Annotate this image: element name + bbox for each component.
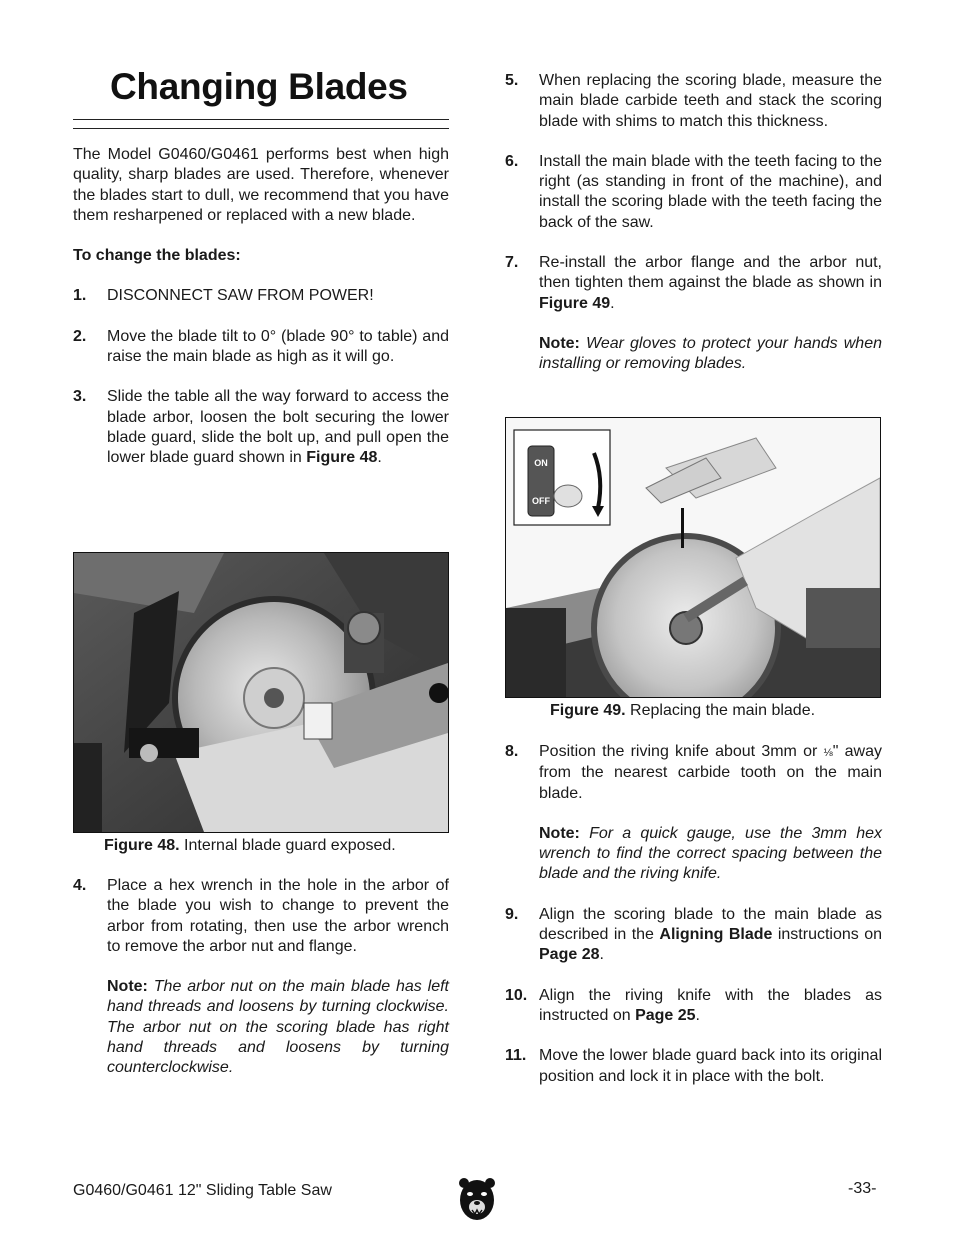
figure-49-image — [505, 417, 881, 698]
step-number: 3. — [73, 388, 87, 406]
step-body — [539, 742, 882, 885]
power-switch-inset — [514, 430, 610, 525]
step-text-continued: " away from the nearest carbide tooth on the main blade. — [539, 743, 882, 802]
right-column — [505, 71, 882, 375]
note-text: The arbor nut on the main blade has left hand threads and loosens by turning clockwise. The arbor nut on the scoring blade has right hand threads and loosens by turning counterclockwise. — [107, 978, 450, 1077]
step-text: Slide the table all the way forward to access the blade arbor, loosen the bolt securing the lower blade guard, slide the bolt up, and pull open the lower blade guard shown in — [107, 388, 449, 467]
replacing-main-blade-photo — [506, 418, 880, 697]
step-text: Align the scoring blade to the main blade as described in the — [539, 905, 882, 944]
step-number: 9. — [505, 905, 519, 923]
step-body — [107, 876, 449, 1079]
step-1 — [73, 286, 449, 306]
step-10 — [505, 986, 882, 1027]
right-column-bottom — [505, 742, 882, 1087]
step-text: Move the lower blade guard back into its original position and lock it in place with the bolt. — [539, 1047, 882, 1085]
left-column — [73, 145, 449, 469]
note-gloves — [539, 334, 882, 375]
step-9 — [505, 905, 882, 966]
figure-49-caption — [550, 701, 815, 721]
step-number: 6. — [505, 152, 519, 170]
note-quick-gauge — [539, 824, 882, 885]
table-saw-blade-guard-photo — [74, 553, 448, 832]
step-number: 7. — [505, 254, 519, 272]
step-body — [539, 253, 882, 374]
step-body — [539, 986, 882, 1027]
step-number: 10. — [505, 986, 528, 1004]
step-6 — [505, 152, 882, 233]
figure-reference: Figure 48 — [306, 449, 378, 467]
step-8 — [505, 742, 882, 885]
intro-paragraph: The Model G0460/G0461 performs best when high quality, sharp blades are used. Therefore, whenever the blades start to dull, we recommend that you have them resharpened or replaced with a new blade. — [73, 146, 449, 224]
step-number: 5. — [505, 72, 519, 89]
note-label: Note: — [539, 824, 580, 842]
caption-text: Internal blade guard exposed. — [184, 837, 396, 854]
note-text: For a quick gauge, use the 3mm hex wrench to find the correct spacing between the blade and the riving knife. — [539, 824, 882, 883]
step-text: Align the riving knife with the blades as instructed on — [539, 986, 882, 1024]
figure-label: Figure 48. — [104, 837, 180, 854]
step-number: 2. — [73, 327, 87, 345]
step-end: . — [695, 1006, 700, 1024]
step-text: Position the riving knife about 3mm or — [539, 743, 824, 760]
step-5 — [505, 71, 882, 132]
footer-model-name: G0460/G0461 12" Sliding Table Saw — [73, 1182, 332, 1199]
step-text: Place a hex wrench in the hole in the arbor of the blade you wish to change to prevent the arbor from rotating, then use the arbor wrench to remove the arbor nut and flange. — [107, 877, 449, 955]
section-reference: Aligning Blade — [659, 926, 773, 944]
step-end: . — [610, 294, 615, 312]
step-number: 11. — [505, 1047, 527, 1065]
note-text: Wear gloves to protect your hands when installing or removing blades. — [539, 334, 882, 373]
step-4 — [73, 876, 449, 1079]
step-7 — [505, 253, 882, 374]
figure-reference: Figure 49 — [539, 294, 611, 312]
title-rule-bottom — [73, 128, 449, 129]
step-3 — [73, 387, 449, 468]
note-arbor-nut — [107, 977, 449, 1078]
step-text: When replacing the scoring blade, measure the main blade carbide teeth and stack the scoring blade with shims to match this thickness. — [539, 72, 882, 130]
left-column-bottom — [73, 876, 449, 1079]
step-number: 8. — [505, 743, 519, 760]
step-2 — [73, 327, 449, 368]
fraction: ⅛ — [823, 747, 833, 759]
step-11 — [505, 1046, 882, 1087]
subheading: To change the blades: — [73, 247, 241, 265]
step-text-mid: instructions on — [772, 926, 883, 944]
step-body — [539, 905, 882, 966]
page-title: Changing Blades — [110, 66, 408, 107]
step-body — [107, 387, 449, 468]
figure-label: Figure 49. — [550, 702, 626, 719]
page-reference: Page 25 — [635, 1006, 696, 1024]
step-text: Re-install the arbor flange and the arbor nut, then tighten them against the blade as shown in — [539, 254, 882, 292]
title-rule-top — [73, 119, 449, 120]
step-number: 4. — [73, 877, 87, 894]
switch-on-label: ON — [534, 458, 548, 468]
step-end: . — [599, 946, 604, 964]
step-text: Move the blade tilt to 0° (blade 90° to table) and raise the main blade as high as it will go. — [107, 327, 449, 366]
note-label: Note: — [539, 334, 580, 352]
figure-48-image — [73, 552, 449, 833]
step-end: . — [377, 449, 382, 467]
grizzly-bear-logo — [457, 1176, 497, 1222]
step-text: DISCONNECT SAW FROM POWER! — [107, 287, 374, 305]
caption-text: Replacing the main blade. — [630, 702, 816, 719]
step-number: 1. — [73, 287, 87, 305]
switch-off-label: OFF — [532, 496, 550, 506]
note-label: Note: — [107, 978, 148, 996]
figure-48-caption — [104, 836, 396, 856]
page-number: -33- — [848, 1180, 877, 1197]
step-text: Install the main blade with the teeth facing to the right (as standing in front of the machine), and install the scoring blade with the teeth facing the back of the saw. — [539, 152, 882, 231]
page-reference: Page 28 — [539, 946, 600, 964]
